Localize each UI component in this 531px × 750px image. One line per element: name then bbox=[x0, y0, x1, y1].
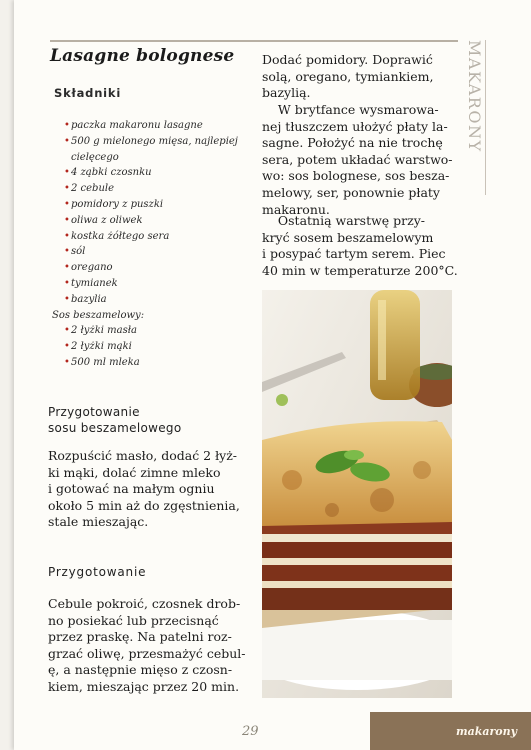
sauce-prep-text: Rozpuścić masło, dodać 2 łyż- ki mąki, dolać zimne mleko i gotować na małym ogniu około 5 min aż do zgęstnienia, stale mieszając. bbox=[48, 448, 240, 530]
list-item: • sól bbox=[64, 244, 254, 260]
list-item: • paczka makaronu lasagne bbox=[64, 118, 254, 134]
list-item: • bazylia bbox=[64, 292, 254, 308]
list-item-continuation: cielęcego bbox=[71, 151, 119, 163]
list-item: • pomidory z puszki bbox=[64, 197, 254, 213]
list-item: • 2 łyżki masła bbox=[64, 323, 254, 339]
list-item: • kostka żółtego sera bbox=[64, 229, 254, 245]
list-item: • 4 ząbki czosnku bbox=[64, 165, 254, 181]
prep-text-right-1: Dodać pomidory. Doprawić solą, oregano, tymiankiem, bazylią. bbox=[262, 52, 434, 101]
section-tab-label: makarony bbox=[455, 725, 517, 738]
lasagne-photo bbox=[262, 290, 452, 698]
prep-text-left: Cebule pokroić, czosnek drob- no posiekać lub przecisnąć przez praskę. Na patelni roz- grzać oliwę, przesmażyć cebul- ę, a następnie mięso z czosn- kiem, mieszając przez 20 min. bbox=[48, 596, 246, 694]
sauce-prep-heading: Przygotowanie sosu beszamelowego bbox=[48, 405, 182, 435]
list-item: • 2 cebule bbox=[64, 181, 254, 197]
list-item: • 2 łyżki mąki bbox=[64, 339, 254, 355]
ingredients-heading: Składniki bbox=[54, 86, 122, 100]
list-item: • 500 g mielonego mięsa, najlepiej bbox=[64, 134, 254, 150]
list-item: • tymianek bbox=[64, 276, 254, 292]
prep-text-right-3: Ostatnią warstwę przy- kryć sosem beszamelowym i posypać tartym serem. Piec 40 min w temperaturze 200°C. bbox=[262, 213, 458, 278]
list-item: • 500 ml mleka bbox=[64, 355, 254, 371]
recipe-title: Lasagne bolognese bbox=[50, 46, 235, 66]
top-rule bbox=[50, 40, 458, 42]
list-item: • oregano bbox=[64, 260, 254, 276]
section-tab bbox=[370, 712, 531, 750]
ingredients-list bbox=[52, 118, 254, 371]
list-item: • oliwa z oliwek bbox=[64, 213, 254, 229]
page-number: 29 bbox=[242, 724, 259, 739]
side-rule bbox=[485, 40, 486, 195]
section-side-label: MAKARONY bbox=[465, 40, 484, 153]
prep-heading: Przygotowanie bbox=[48, 565, 147, 579]
prep-text-right-2: W brytfance wysmarowa- nej tłuszczem ułożyć płaty la- sagne. Położyć na nie trochę sera, potem układać warstwo- wo: sos bolognese, sos besza- melowy, ser, ponownie płaty makaronu. bbox=[262, 102, 453, 217]
sauce-subheading: Sos beszamelowy: bbox=[52, 309, 145, 321]
